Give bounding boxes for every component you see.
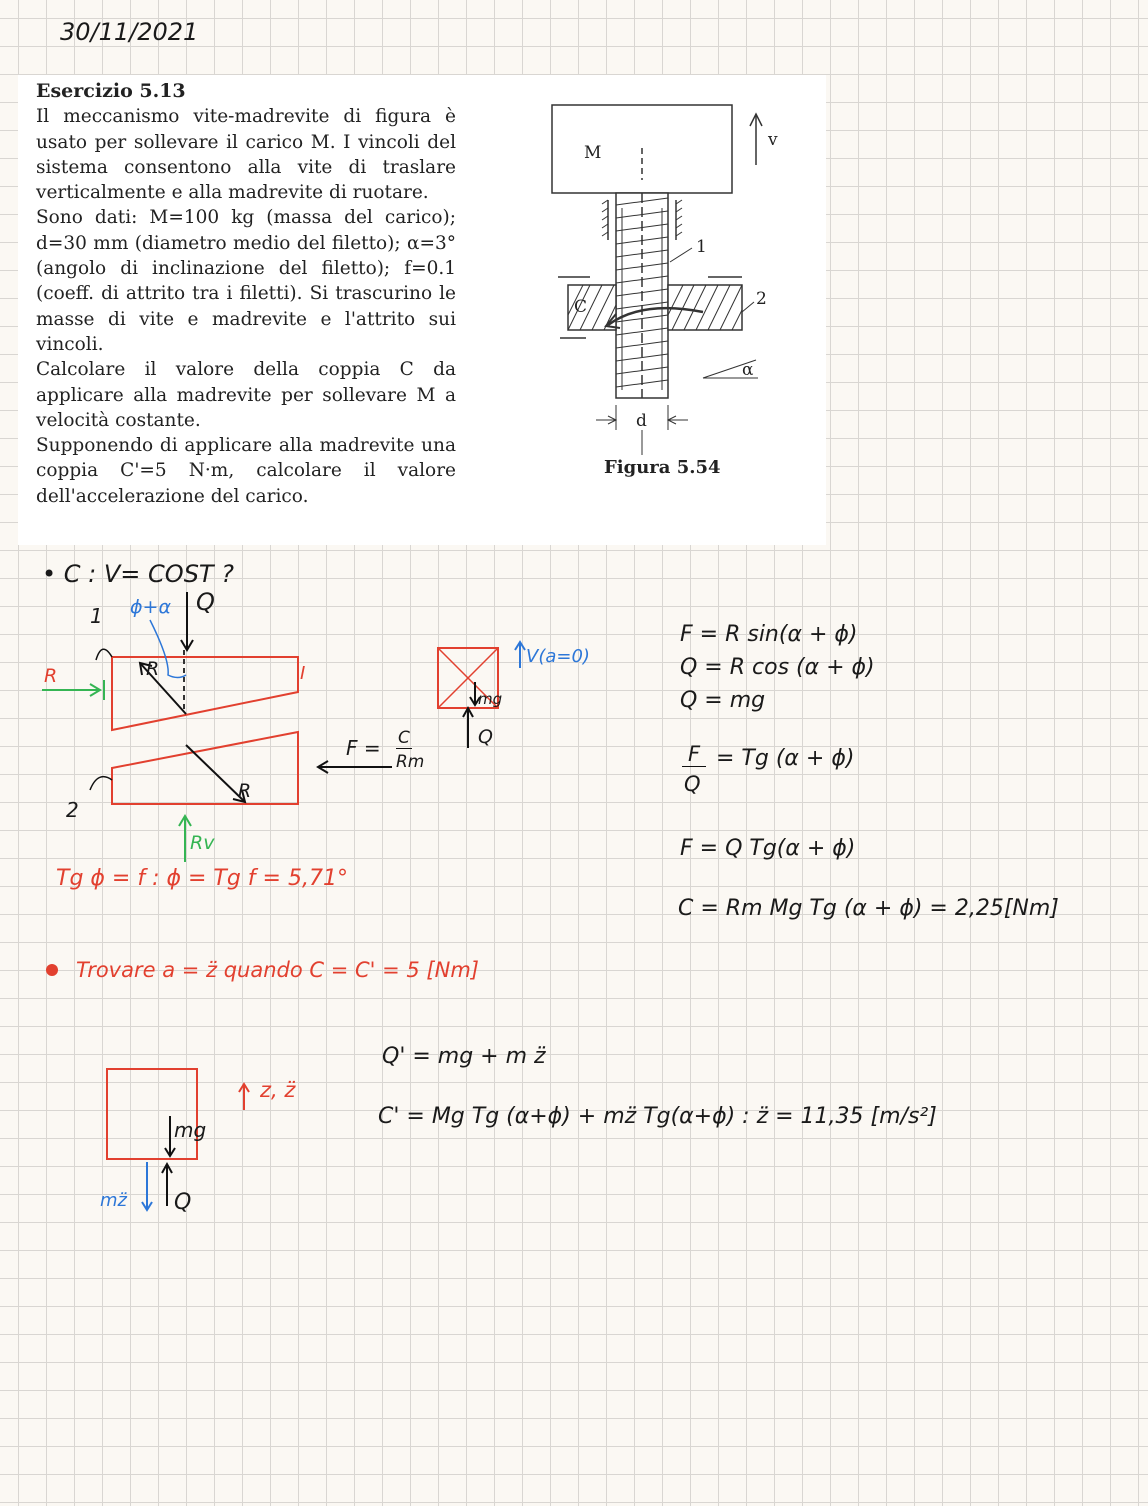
- inertia-label: mz̈: [100, 1190, 127, 1211]
- load-label-1: Q: [196, 588, 215, 616]
- angle-label: ϕ+α: [130, 596, 171, 618]
- thread-lower: [112, 732, 298, 804]
- label-mass: M: [584, 143, 602, 163]
- label-angle: α: [742, 360, 754, 380]
- right-mark: I: [300, 663, 306, 684]
- torque-equation: C = Rm Mg Tg (α + ϕ) = 2,25[Nm]: [678, 896, 1059, 921]
- thread-2-label: 2: [66, 798, 79, 822]
- force-numerator: C: [398, 728, 410, 748]
- note-heading-1: • C : V= COST ?: [42, 560, 234, 588]
- ratio-denominator: Q: [684, 772, 701, 796]
- load-label-3: Q: [174, 1190, 192, 1215]
- exercise-title: Esercizio 5.13: [36, 80, 186, 102]
- load-label-2: Q: [478, 726, 493, 748]
- left-force-label: R: [44, 665, 58, 687]
- reaction-arrow-lower: [186, 745, 245, 802]
- reaction-label-lower: R: [238, 780, 252, 802]
- date: 30/11/2021: [60, 18, 199, 46]
- figure-caption: Figura 5.54: [604, 457, 721, 478]
- bullet-dot: [44, 962, 60, 978]
- force-equation: F = Q Tg(α + ϕ): [680, 836, 856, 861]
- force-denominator: Rm: [396, 752, 425, 772]
- exercise-paragraph-4: Supponendo di applicare alla madrevite una coppia C'=5 N·m, calcolare il valore dell'accelerazione del carico.: [36, 435, 456, 507]
- force-label: F =: [346, 736, 381, 760]
- label-torque: C: [574, 297, 588, 317]
- ratio-numerator: F: [682, 742, 706, 767]
- exercise-paragraph-3: Calcolare il valore della coppia C da applicare alla madrevite per sollevare M a velocità costante.: [36, 359, 456, 431]
- c-prime-equation: C' = Mg Tg (α+ϕ) + mz̈ Tg(α+ϕ) : z̈ = 11,35 [m/s²]: [378, 1104, 937, 1129]
- figure-5-54-diagram: [538, 90, 818, 460]
- weight-label-2: mg: [174, 1118, 207, 1142]
- equation-2: Q = R cos (α + ϕ): [680, 655, 875, 680]
- label-velocity: v: [768, 130, 778, 150]
- exercise-paragraph-1: Il meccanismo vite-madrevite di figura è usato per sollevare il carico M. I vincoli del sistema consentono alla vite di traslare verticalmente e alla madrevite di ruotare.: [36, 106, 456, 204]
- note-heading-2: Trovare a = z̈ quando C = C' = 5 [Nm]: [76, 958, 479, 982]
- acceleration-label: z, z̈: [260, 1078, 296, 1102]
- velocity-label: V(a=0): [526, 646, 590, 667]
- exercise-paragraph-2: Sono dati: M=100 kg (massa del carico); d=30 mm (diametro medio del filetto); α=3° (angolo di inclinazione del filetto); f=0.1 (coeff. di attrito tra i filetti). Si trascurino le masse di vite e madrevite e l'attrito sui vincoli.: [36, 207, 456, 355]
- weight-label-1: mg: [478, 690, 503, 708]
- q-prime-equation: Q' = mg + m z̈: [382, 1044, 546, 1069]
- ratio-rhs: = Tg (α + ϕ): [716, 746, 855, 771]
- equation-3: Q = mg: [680, 688, 766, 713]
- thread-1-label: 1: [90, 604, 103, 628]
- exercise-block: [18, 75, 826, 545]
- label-screw: 1: [696, 237, 707, 257]
- exercise-text: [36, 79, 456, 509]
- vertical-reaction-label: Rv: [190, 832, 215, 854]
- friction-equation: Tg ϕ = f : ϕ = Tg f = 5,71°: [56, 866, 348, 891]
- label-diameter: d: [636, 411, 647, 431]
- label-nut: 2: [756, 289, 767, 309]
- equation-1: F = R sin(α + ϕ): [680, 622, 858, 647]
- reaction-label-upper: R: [146, 658, 160, 680]
